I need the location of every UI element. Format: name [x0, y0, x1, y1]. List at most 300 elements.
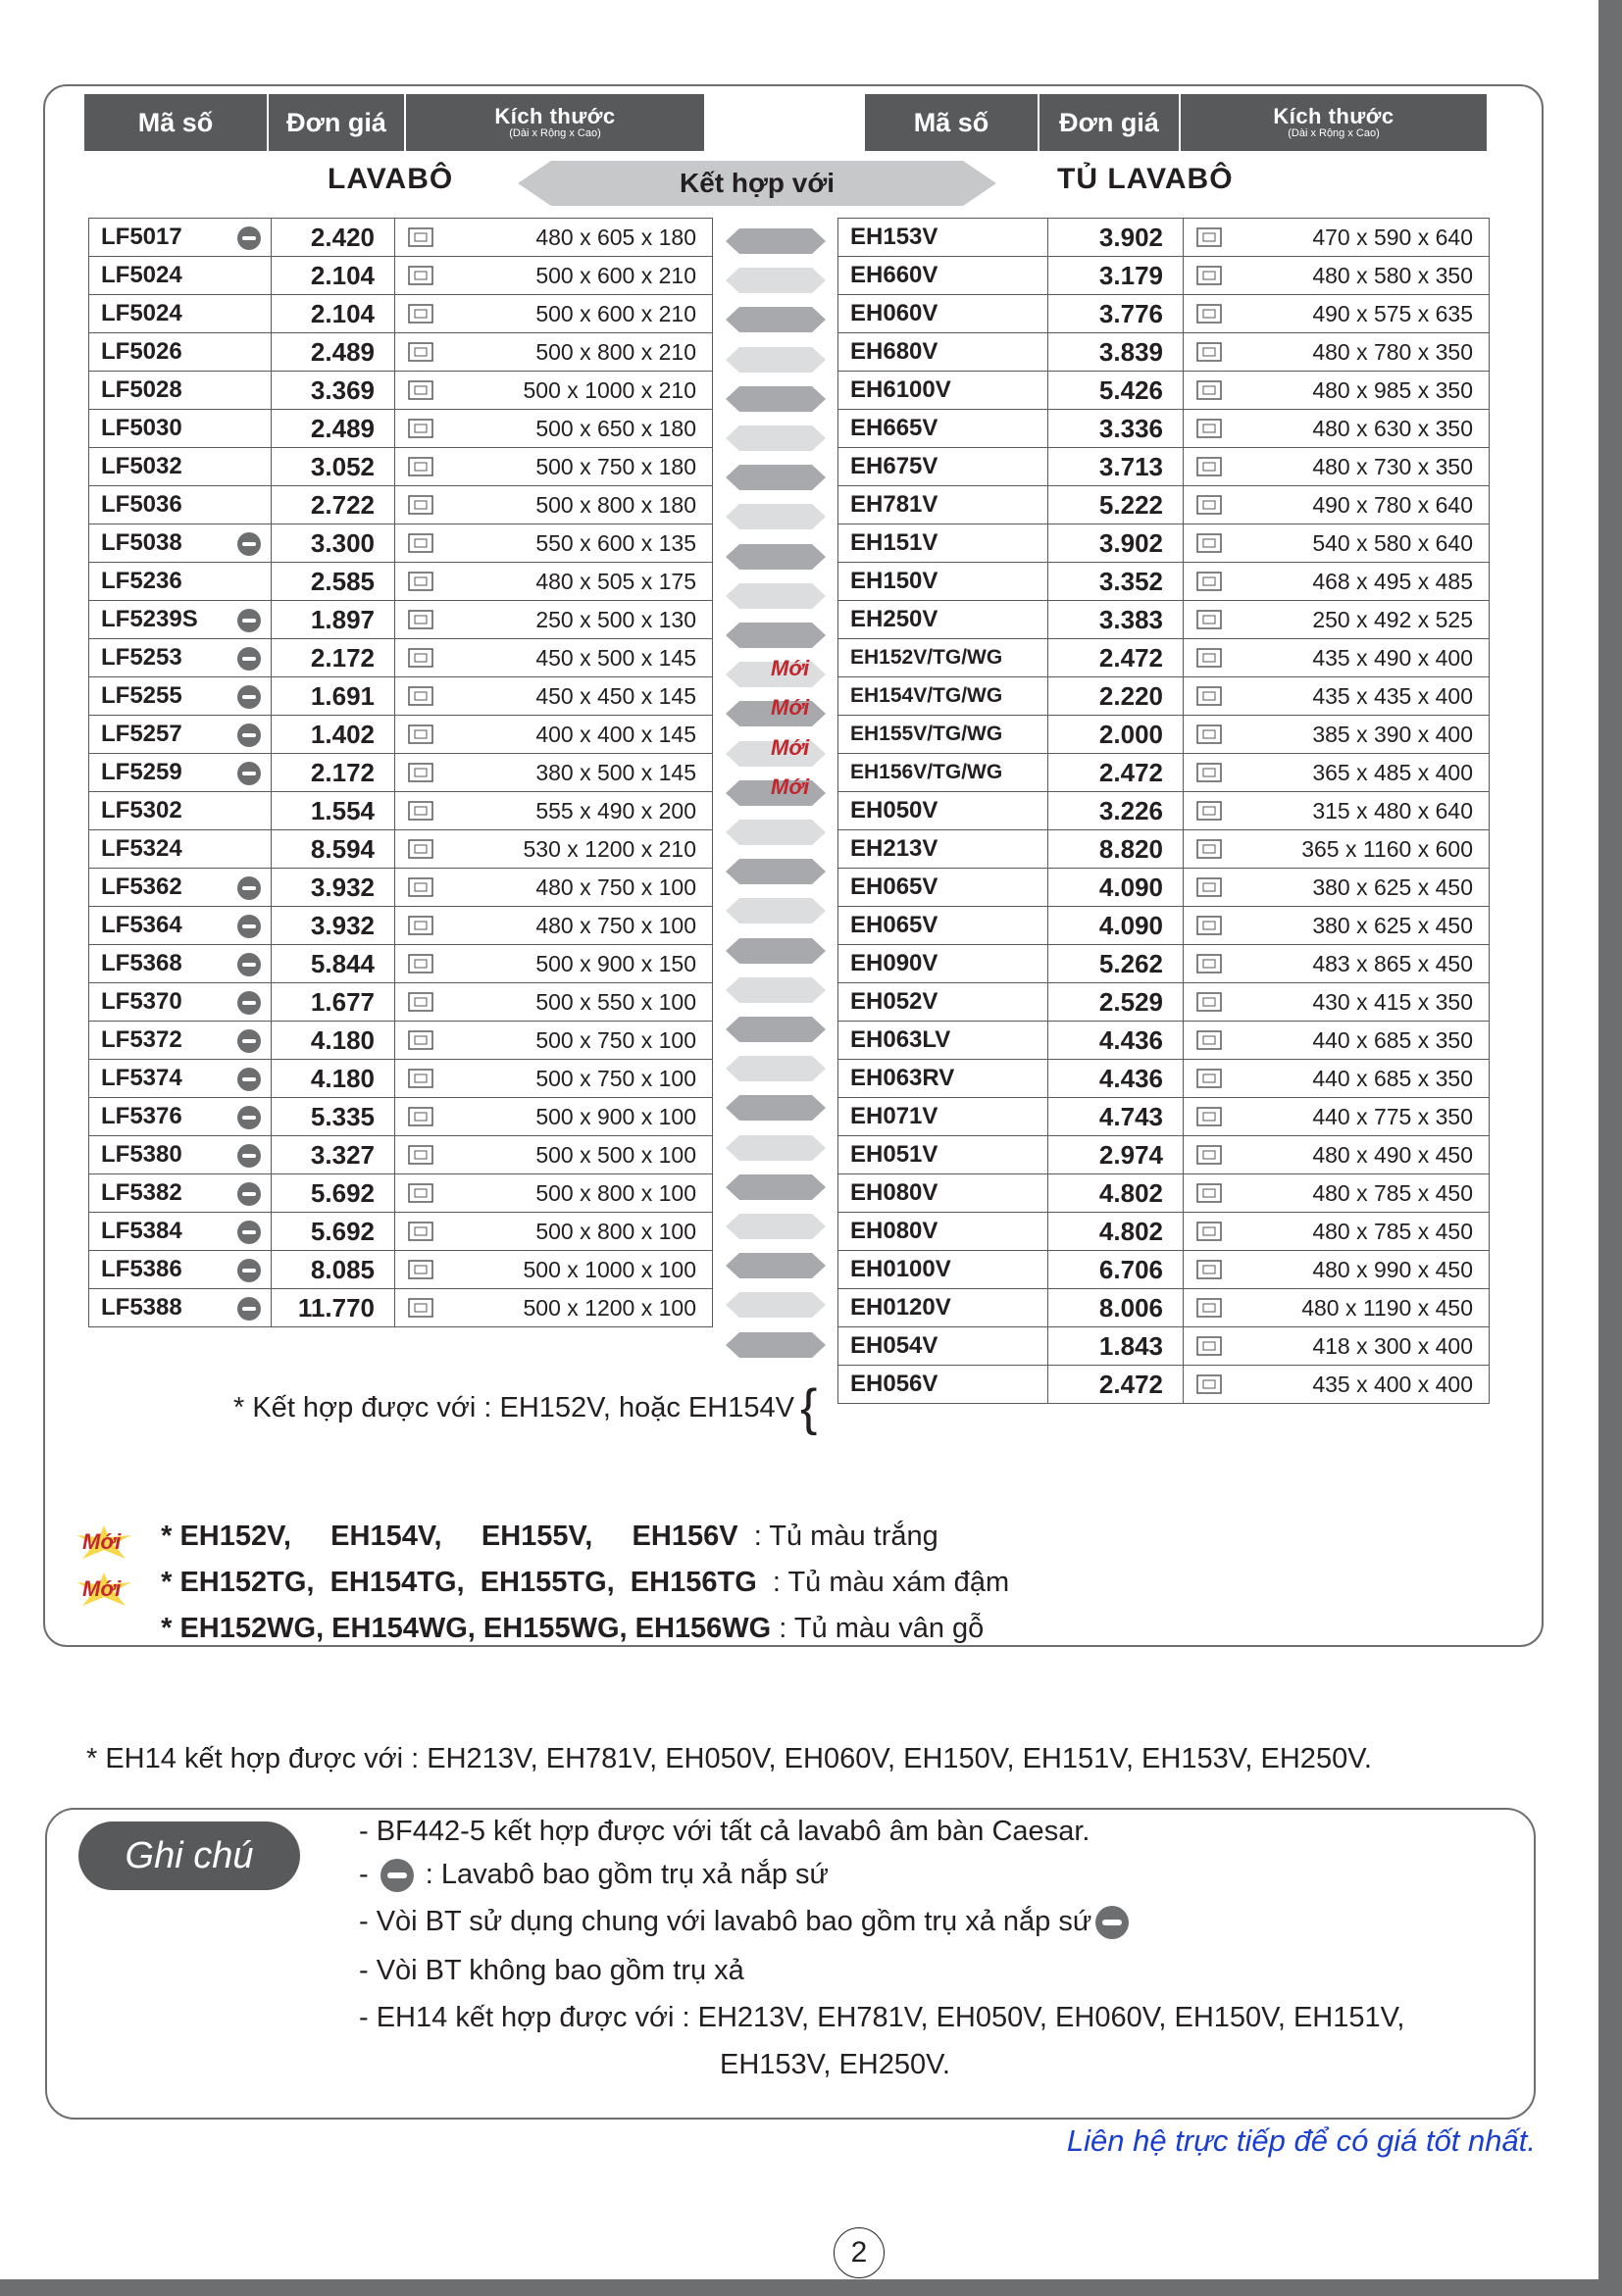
cabinet-row	[838, 1022, 1490, 1060]
lavabo-icon	[407, 264, 436, 287]
cabinet-code: EH155V/TG/WG	[838, 716, 1048, 754]
cabinet-row	[838, 754, 1490, 792]
lavabo-code: LF5253	[101, 644, 182, 671]
lavabo-size: 500 x 750 x 100	[535, 1026, 696, 1053]
cabinet-price: 3.383	[1048, 601, 1184, 639]
lavabo-code: LF5024	[101, 262, 182, 288]
lavabo-size: 500 x 1000 x 210	[523, 376, 696, 403]
lavabo-price: 3.327	[272, 1136, 395, 1174]
cabinet-code: EH063RV	[838, 1060, 1048, 1098]
lavabo-code-cell	[89, 410, 272, 448]
cabinet-size: 490 x 780 x 640	[1312, 491, 1473, 518]
cabinet-size: 480 x 1190 x 450	[1301, 1294, 1473, 1321]
cabinet-price: 4.090	[1048, 907, 1184, 945]
lavabo-size-cell	[395, 830, 713, 869]
combine-arrow	[726, 977, 826, 1003]
combine-arrow-slot	[722, 1167, 830, 1206]
cap-icon	[237, 609, 261, 632]
cabinet-size: 480 x 490 x 450	[1312, 1141, 1473, 1168]
cabinet-code: EH250V	[838, 601, 1048, 639]
cabinet-size: 430 x 415 x 350	[1312, 988, 1473, 1015]
lavabo-code-cell	[89, 983, 272, 1022]
combine-arrow-slot	[722, 1009, 830, 1048]
cabinet-size: 483 x 865 x 450	[1312, 950, 1473, 976]
lavabo-code: LF5364	[101, 912, 182, 938]
lavabo-price: 11.770	[272, 1289, 395, 1327]
combine-arrow-slot	[722, 299, 830, 338]
cap-icon	[237, 1182, 261, 1206]
lavabo-code: LF5382	[101, 1179, 182, 1206]
cabinet-icon	[1195, 1258, 1225, 1281]
lavabo-row	[89, 601, 713, 639]
cap-icon	[237, 762, 261, 785]
combine-arrow-slot	[722, 1206, 830, 1245]
cabinet-size: 440 x 775 x 350	[1312, 1103, 1473, 1129]
cabinet-price: 3.336	[1048, 410, 1184, 448]
combine-arrow-slot	[722, 1284, 830, 1323]
lavabo-icon	[407, 837, 436, 861]
lavabo-price: 2.172	[272, 754, 395, 792]
lavabo-code: LF5386	[101, 1256, 182, 1282]
lavabo-code-cell	[89, 372, 272, 410]
lavabo-icon	[407, 340, 436, 364]
lavabo-code-cell	[89, 1289, 272, 1327]
cabinet-size-cell	[1184, 372, 1490, 410]
combine-arrow-slot	[722, 536, 830, 575]
combine-arrow-slot	[722, 260, 830, 299]
cabinet-code: EH051V	[838, 1136, 1048, 1174]
cabinet-code: EH0100V	[838, 1251, 1048, 1289]
lavabo-size: 500 x 900 x 100	[535, 1103, 696, 1129]
lavabo-code-cell	[89, 716, 272, 754]
cabinet-size-cell	[1184, 907, 1490, 945]
lavabo-price: 2.585	[272, 563, 395, 601]
cabinet-row	[838, 1327, 1490, 1366]
cabinet-code: EH065V	[838, 869, 1048, 907]
cabinet-icon	[1195, 723, 1225, 746]
lavabo-price: 5.692	[272, 1174, 395, 1213]
lavabo-code: LF5257	[101, 721, 182, 747]
lavabo-size-cell	[395, 1136, 713, 1174]
cabinet-price: 1.843	[1048, 1327, 1184, 1366]
combine-arrow	[726, 228, 826, 254]
legend-desc: : Tủ màu xám đậm	[756, 1567, 1010, 1598]
cap-icon	[237, 1068, 261, 1091]
cabinet-icon	[1195, 1067, 1225, 1090]
cabinet-icon	[1195, 264, 1225, 287]
combine-arrow-slot	[722, 654, 830, 693]
lavabo-code-cell	[89, 1251, 272, 1289]
cabinet-code: EH6100V	[838, 372, 1048, 410]
lavabo-size: 530 x 1200 x 210	[523, 835, 696, 862]
lavabo-row	[89, 1289, 713, 1327]
legend-codes: * EH152V, EH154V, EH155V, EH156V	[161, 1521, 738, 1552]
lavabo-price: 8.085	[272, 1251, 395, 1289]
lavabo-code: LF5374	[101, 1065, 182, 1091]
lavabo-code-cell	[89, 257, 272, 295]
bottom-bar	[0, 2279, 1622, 2296]
lavabo-row	[89, 945, 713, 983]
lavabo-code-cell	[89, 639, 272, 677]
cabinet-price: 2.974	[1048, 1136, 1184, 1174]
cabinet-icon	[1195, 952, 1225, 975]
lavabo-code: LF5017	[101, 224, 182, 250]
combine-arrow-slot	[722, 733, 830, 773]
lavabo-size: 500 x 800 x 100	[535, 1179, 696, 1206]
lavabo-icon	[407, 799, 436, 823]
cabinet-price: 8.006	[1048, 1289, 1184, 1327]
lavabo-price: 3.932	[272, 869, 395, 907]
cabinet-size-cell	[1184, 1022, 1490, 1060]
cabinet-price: 2.000	[1048, 716, 1184, 754]
lavabo-code-cell	[89, 1022, 272, 1060]
lavabo-code: LF5030	[101, 415, 182, 441]
cabinet-size-cell	[1184, 486, 1490, 524]
cap-icon	[237, 532, 261, 556]
cabinet-icon	[1195, 340, 1225, 364]
combine-arrow-slot	[722, 930, 830, 970]
lavabo-code: LF5372	[101, 1026, 182, 1053]
lavabo-size-cell	[395, 1251, 713, 1289]
lavabo-code-cell	[89, 869, 272, 907]
lavabo-icon	[407, 302, 436, 325]
cabinet-size-cell	[1184, 1289, 1490, 1327]
cap-icon	[1095, 1906, 1129, 1939]
combine-arrow	[726, 1056, 826, 1081]
lavabo-icon	[407, 531, 436, 555]
combine-arrow	[726, 504, 826, 529]
lavabo-size-cell	[395, 601, 713, 639]
cabinet-price: 3.776	[1048, 295, 1184, 333]
lavabo-price: 2.489	[272, 410, 395, 448]
cabinet-row	[838, 524, 1490, 563]
cabinet-size: 250 x 492 x 525	[1312, 606, 1473, 632]
lavabo-size: 500 x 750 x 180	[535, 453, 696, 479]
lavabo-row	[89, 1060, 713, 1098]
lavabo-size-cell	[395, 1060, 713, 1098]
cabinet-icon	[1195, 531, 1225, 555]
new-badge-text: Mới	[771, 774, 810, 799]
combine-arrow	[726, 1095, 826, 1121]
combine-arrow	[726, 544, 826, 570]
cabinet-code: EH080V	[838, 1213, 1048, 1251]
cabinet-size-cell	[1184, 1213, 1490, 1251]
combine-banner	[518, 161, 996, 206]
lavabo-price: 1.677	[272, 983, 395, 1022]
lavabo-code-cell	[89, 830, 272, 869]
cabinet-row	[838, 830, 1490, 869]
combine-arrow	[726, 1135, 826, 1161]
lavabo-code: LF5028	[101, 376, 182, 403]
cabinet-code: EH063LV	[838, 1022, 1048, 1060]
combine-arrow	[726, 386, 826, 412]
lavabo-size: 500 x 1000 x 100	[523, 1256, 696, 1282]
cabinet-price: 2.472	[1048, 639, 1184, 677]
cabinet-price: 2.472	[1048, 754, 1184, 792]
cabinet-price: 5.222	[1048, 486, 1184, 524]
header-price: Đơn giá	[269, 94, 406, 151]
cabinet-size-cell	[1184, 524, 1490, 563]
cabinet-price: 4.436	[1048, 1022, 1184, 1060]
lavabo-size: 480 x 605 x 180	[535, 224, 696, 250]
cabinet-size-cell	[1184, 563, 1490, 601]
cabinet-price: 3.902	[1048, 219, 1184, 257]
lavabo-icon	[407, 990, 436, 1014]
lavabo-size-cell	[395, 792, 713, 830]
lavabo-table-header	[84, 94, 704, 151]
lavabo-row	[89, 983, 713, 1022]
cabinet-code: EH665V	[838, 410, 1048, 448]
cabinet-code: EH071V	[838, 1098, 1048, 1136]
lavabo-size-cell	[395, 754, 713, 792]
combine-arrow-slot	[722, 1245, 830, 1284]
combine-arrow-slot	[722, 812, 830, 851]
cabinet-size: 365 x 1160 x 600	[1301, 835, 1473, 862]
cabinet-price: 3.226	[1048, 792, 1184, 830]
lavabo-size-cell	[395, 1213, 713, 1251]
cabinet-table-header	[865, 94, 1487, 151]
cabinet-size-cell	[1184, 1136, 1490, 1174]
cabinet-size: 470 x 590 x 640	[1312, 224, 1473, 250]
lavabo-code-cell	[89, 677, 272, 716]
cabinet-icon	[1195, 1334, 1225, 1358]
cabinet-size: 480 x 780 x 350	[1312, 338, 1473, 365]
header-code: Mã số	[84, 94, 269, 151]
cap-icon	[237, 1221, 261, 1244]
cabinet-price: 4.436	[1048, 1060, 1184, 1098]
cabinet-size: 440 x 685 x 350	[1312, 1026, 1473, 1053]
brace-symbol: {	[800, 1379, 818, 1436]
cabinet-row	[838, 1136, 1490, 1174]
combine-arrow-slot	[722, 1127, 830, 1167]
cabinet-price: 6.706	[1048, 1251, 1184, 1289]
lavabo-size: 380 x 500 x 145	[535, 759, 696, 785]
cabinet-size: 435 x 490 x 400	[1312, 644, 1473, 671]
lavabo-code-cell	[89, 333, 272, 372]
lavabo-price: 5.692	[272, 1213, 395, 1251]
cabinet-row	[838, 907, 1490, 945]
cabinet-code: EH080V	[838, 1174, 1048, 1213]
cabinet-row	[838, 1174, 1490, 1213]
cabinet-code: EH0120V	[838, 1289, 1048, 1327]
cabinet-price: 3.352	[1048, 563, 1184, 601]
new-badge-text: Mới	[771, 695, 810, 721]
combine-arrow-slot	[722, 1048, 830, 1087]
combine-arrow	[726, 938, 826, 964]
cabinet-icon	[1195, 570, 1225, 593]
lavabo-price: 2.104	[272, 257, 395, 295]
combine-arrow-slot	[722, 1324, 830, 1364]
cap-icon	[237, 647, 261, 671]
cabinet-row	[838, 983, 1490, 1022]
cabinet-price: 3.179	[1048, 257, 1184, 295]
header-size-sub: (Dài x Rộng x Cao)	[509, 127, 601, 139]
header-size-label: Kích thước	[1273, 104, 1394, 128]
cabinet-code: EH660V	[838, 257, 1048, 295]
cabinet-size-cell	[1184, 1174, 1490, 1213]
combine-arrow	[726, 1253, 826, 1278]
cabinet-row	[838, 869, 1490, 907]
lavabo-size-cell	[395, 219, 713, 257]
cabinet-icon	[1195, 378, 1225, 402]
cap-icon	[237, 1106, 261, 1129]
notes-title: Ghi chú	[78, 1822, 300, 1890]
combine-arrow-slot	[722, 221, 830, 260]
lavabo-icon	[407, 761, 436, 784]
note-line-1: - BF442-5 kết hợp được với tất cả lavabô âm bàn Caesar.	[359, 1816, 1090, 1847]
cabinet-row	[838, 677, 1490, 716]
lavabo-code-cell	[89, 1136, 272, 1174]
cabinet-icon	[1195, 799, 1225, 823]
cabinet-icon	[1195, 417, 1225, 440]
combine-arrow	[726, 1174, 826, 1200]
lavabo-price: 1.554	[272, 792, 395, 830]
combine-arrow-slot	[722, 418, 830, 457]
combine-arrow	[726, 820, 826, 845]
cabinet-size: 315 x 480 x 640	[1312, 797, 1473, 824]
cabinet-code: EH153V	[838, 219, 1048, 257]
combine-arrow	[726, 1332, 826, 1358]
lavabo-icon	[407, 1143, 436, 1167]
page-number: 2	[834, 2227, 885, 2278]
lavabo-size: 450 x 500 x 145	[535, 644, 696, 671]
combine-arrow	[726, 307, 826, 332]
lavabo-price: 2.104	[272, 295, 395, 333]
lavabo-row	[89, 1098, 713, 1136]
lavabo-icon	[407, 493, 436, 517]
cabinet-icon	[1195, 1143, 1225, 1167]
cabinet-price: 2.529	[1048, 983, 1184, 1022]
cabinet-row	[838, 1213, 1490, 1251]
cabinet-icon	[1195, 1028, 1225, 1052]
combine-arrow	[726, 465, 826, 490]
combine-label: Kết hợp với	[679, 168, 836, 198]
combine-arrow-slot	[722, 970, 830, 1009]
lavabo-icon	[407, 1296, 436, 1320]
lavabo-code: LF5376	[101, 1103, 182, 1129]
lavabo-icon	[407, 455, 436, 478]
lavabo-icon	[407, 1028, 436, 1052]
cabinet-price: 4.802	[1048, 1174, 1184, 1213]
cabinet-size-cell	[1184, 448, 1490, 486]
cabinet-icon	[1195, 875, 1225, 899]
cabinet-row	[838, 333, 1490, 372]
legend-wood	[145, 1580, 984, 1645]
cabinet-size-cell	[1184, 601, 1490, 639]
cabinet-size: 480 x 730 x 350	[1312, 453, 1473, 479]
cabinet-size: 435 x 400 x 400	[1312, 1371, 1473, 1397]
cap-icon	[237, 724, 261, 747]
lavabo-price: 1.402	[272, 716, 395, 754]
cabinet-size-cell	[1184, 410, 1490, 448]
lavabo-code-cell	[89, 563, 272, 601]
cap-icon	[237, 1029, 261, 1053]
lavabo-row	[89, 792, 713, 830]
cabinet-icon	[1195, 1296, 1225, 1320]
cabinet-row	[838, 563, 1490, 601]
cabinet-row	[838, 639, 1490, 677]
cap-icon	[237, 1144, 261, 1168]
lavabo-row	[89, 1174, 713, 1213]
note-line-6: EH153V, EH250V.	[720, 2049, 950, 2080]
cabinet-size-cell	[1184, 257, 1490, 295]
cabinet-size: 365 x 485 x 400	[1312, 759, 1473, 785]
cabinet-size-cell	[1184, 830, 1490, 869]
cabinet-icon	[1195, 608, 1225, 631]
lavabo-code: LF5380	[101, 1141, 182, 1168]
combine-arrow	[726, 268, 826, 293]
cabinet-size-cell	[1184, 1098, 1490, 1136]
header-code: Mã số	[865, 94, 1039, 151]
cabinet-size-cell	[1184, 945, 1490, 983]
cabinet-price: 8.820	[1048, 830, 1184, 869]
cabinet-table	[837, 218, 1490, 1404]
lavabo-row	[89, 410, 713, 448]
lavabo-row	[89, 257, 713, 295]
cabinet-row	[838, 410, 1490, 448]
cabinet-size-cell	[1184, 677, 1490, 716]
lavabo-size: 500 x 650 x 180	[535, 415, 696, 441]
cabinet-price: 3.902	[1048, 524, 1184, 563]
lavabo-row	[89, 1213, 713, 1251]
lavabo-table	[88, 218, 713, 1327]
cabinet-icon	[1195, 761, 1225, 784]
cabinet-size: 480 x 785 x 450	[1312, 1179, 1473, 1206]
combine-arrow-slot	[722, 851, 830, 890]
cabinet-title: TỦ LAVABÔ	[1057, 163, 1234, 195]
lavabo-icon	[407, 875, 436, 899]
lavabo-size: 555 x 490 x 200	[535, 797, 696, 824]
cabinet-size: 440 x 685 x 350	[1312, 1065, 1473, 1091]
cabinet-size: 468 x 495 x 485	[1312, 568, 1473, 594]
note-text: - Vòi BT sử dụng chung với lavabô bao gồm trụ xả nắp sứ	[359, 1906, 1092, 1937]
lavabo-icon	[407, 1105, 436, 1128]
cap-icon	[380, 1859, 414, 1892]
cabinet-row	[838, 1098, 1490, 1136]
lavabo-row	[89, 1251, 713, 1289]
lavabo-size-cell	[395, 945, 713, 983]
lavabo-size: 500 x 750 x 100	[535, 1065, 696, 1091]
combo-note: * Kết hợp được với : EH152V, hoặc EH154V	[233, 1392, 794, 1423]
header-size-sub: (Dài x Rộng x Cao)	[1288, 127, 1380, 139]
cabinet-size: 480 x 580 x 350	[1312, 262, 1473, 288]
combine-arrow	[726, 583, 826, 609]
cabinet-size-cell	[1184, 1251, 1490, 1289]
cabinet-size-cell	[1184, 219, 1490, 257]
lavabo-price: 3.932	[272, 907, 395, 945]
legend-desc: : Tủ màu vân gỗ	[771, 1613, 985, 1644]
lavabo-code: LF5362	[101, 873, 182, 900]
combine-arrow-slot	[722, 773, 830, 812]
cabinet-icon	[1195, 455, 1225, 478]
lavabo-code: LF5255	[101, 682, 182, 709]
lavabo-price: 3.369	[272, 372, 395, 410]
combine-arrow-slot	[722, 496, 830, 535]
cabinet-code: EH675V	[838, 448, 1048, 486]
lavabo-code-cell	[89, 219, 272, 257]
lavabo-size-cell	[395, 983, 713, 1022]
lavabo-size: 500 x 800 x 100	[535, 1218, 696, 1244]
cabinet-code: EH056V	[838, 1366, 1048, 1404]
lavabo-size-cell	[395, 257, 713, 295]
lavabo-code: LF5368	[101, 950, 182, 976]
lavabo-size: 480 x 505 x 175	[535, 568, 696, 594]
cabinet-row	[838, 945, 1490, 983]
lavabo-icon	[407, 952, 436, 975]
cabinet-icon	[1195, 837, 1225, 861]
cabinet-code: EH152V/TG/WG	[838, 639, 1048, 677]
note-line-2	[359, 1859, 829, 1892]
